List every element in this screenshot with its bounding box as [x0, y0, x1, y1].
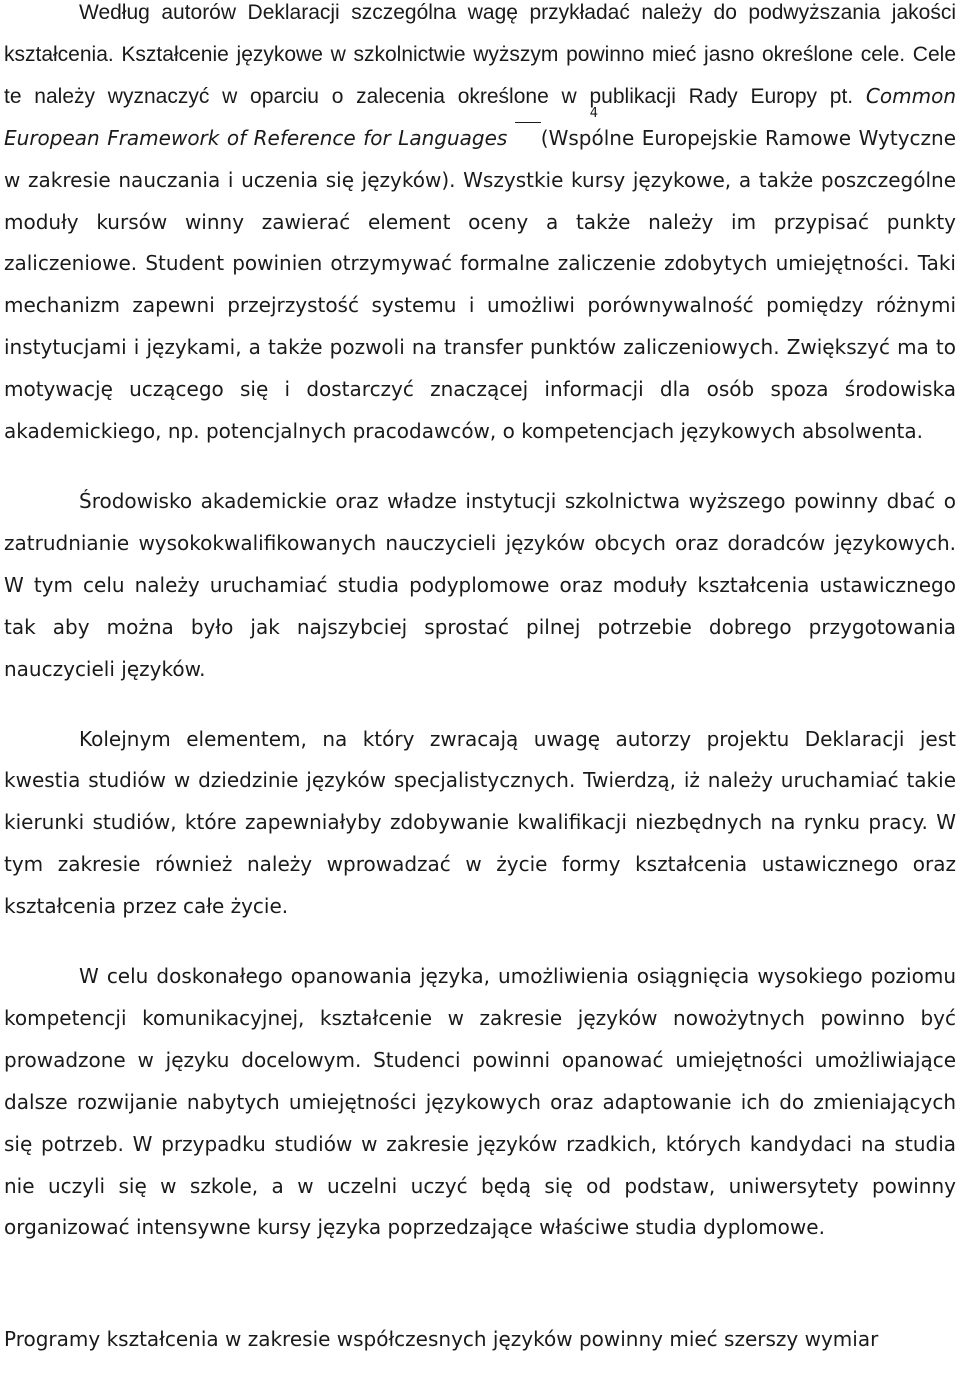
footnote-underline: [515, 122, 541, 123]
paragraph-teachers: Środowisko akademickie oraz władze instytucji szkolnictwa wyższego powinny dbać o zatrudnianie wysokokwalifikowanych nauczycieli języków obcych oraz doradców językowych. W tym celu należy uruchamiać studia podyplomowe oraz moduły kształcenia ustawicznego tak aby można było jak najszybciej sprostać pilnej potrzebie dobrego przygotowania nauczycieli języków.: [4, 488, 956, 681]
paragraph-specialist-languages: Kolejnym elementem, na który zwracają uwagę autorzy projektu Deklaracji jest kwestia studiów w dziedzinie języków specjalistycznych. Twierdzą, iż należy uruchamiać takie kierunki studiów, które zapewniałyby zdobywanie kwalifikacji niezbędnych na rynku pracy. W tym zakresie również należy wprowadzać w życie formy kształcenia ustawicznego oraz kształcenia przez całe życie.: [4, 726, 956, 919]
paragraph-text-courses: Wszystkie kursy językowe, a także poszczególne moduły kursów winny zawierać element oceny a także należy im przypisać punkty zaliczeniowe. Student powinien otrzymywać formalne zaliczenie zdobytych umiejętności. Taki mechanizm zapewni przejrzystość systemu i umożliwi porównywalność pomiędzy różnymi instytucjami i językami, a także pozwoli na transfer punktów zaliczeniowych. Zwiększyć ma to motywację uczącego się i dostarczyć znaczącej informacji dla osób spoza środowiska akademickiego, np. potencjalnych pracodawców, o kompetencjach językowych absolwenta.: [4, 167, 956, 444]
footnote-number: 4: [589, 105, 599, 121]
document-page: [4, 0, 956, 1361]
paragraph-target-language: W celu doskonałego opanowania języka, umożliwienia osiągnięcia wysokiego poziomu kompetencji komunikacyjnej, kształcenie w zakresie języków nowożytnych powinno być prowadzone w języku docelowym. Studenci powinni opanować umiejętności umożliwiające dalsze rozwijanie nabytych umiejętności językowych oraz adaptowanie ich do zmieniających się potrzeb. W przypadku studiów w zakresie języków rzadkich, których kandydaci na studia nie uczyli się w szkole, a w uczelni uczyć będą się od podstaw, uniwersytety powinny organizować intensywne kursy języka poprzedzające właściwe studia dyplomowe.: [4, 964, 956, 1240]
paragraph-programs: Programy kształcenia w zakresie współczesnych języków powinny mieć szerszy wymiar: [4, 1327, 879, 1352]
publication-title: Common European Framework of Reference for Languages: [4, 83, 956, 150]
footnote-reference[interactable]: [515, 105, 599, 145]
paragraph-text-translation: (Wspólne Europejskie Ramowe Wytyczne w zakresie nauczania i uczenia się języków).: [4, 125, 957, 192]
paragraph-text-opening: Według autorów Deklaracji szczególna wagę przykładać należy do podwyższania jakości kształcenia. Kształcenie językowe w szkolnictwie wyższym powinno mieć jasno określone cele. Cele te należy wyznaczyć w oparciu o zalecenia określone w publikacji Rady Europy pt.: [4, 1, 956, 108]
paragraph-quality-of-education: [4, 0, 956, 453]
